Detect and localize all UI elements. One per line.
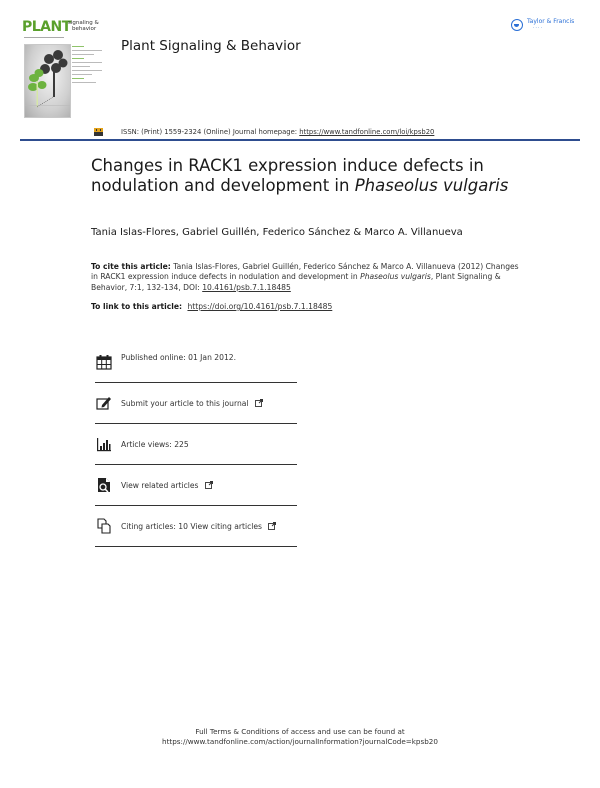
info-citing-articles[interactable] [95, 506, 297, 547]
citing-documents-icon [95, 517, 113, 535]
journal-title: Plant Signaling & Behavior [121, 38, 301, 54]
publisher-sub: · · · · [533, 25, 542, 30]
publisher-badge-icon [94, 121, 103, 129]
article-title-species: Phaseolus vulgaris [354, 176, 509, 195]
article-title [91, 156, 521, 196]
citation-text: Tania Islas-Flores, Gabriel Guillén, Federico Sánchez & Marco A. Villanueva (2012) Changes in RACK1 expression induce defects in nodulation and development in [91, 262, 519, 282]
cover-subtitle [68, 20, 99, 32]
info-published-online [95, 345, 297, 383]
cover-sub-line2: behavior [72, 26, 97, 32]
edit-icon [95, 394, 113, 412]
view-citing-articles-link[interactable]: Citing articles: 10 View citing articles [121, 522, 276, 531]
publisher-name: Taylor & Francis [527, 18, 575, 25]
cover-photo [24, 44, 71, 118]
citation-label: To cite this article: [91, 262, 171, 271]
calendar-icon [95, 353, 113, 371]
view-related-articles-link[interactable]: View related articles [121, 481, 213, 490]
terms-footer-line1: Full Terms & Conditions of access and use can be found at [195, 727, 405, 736]
citation-species: Phaseolus vulgaris [360, 272, 431, 282]
external-link-icon [268, 522, 276, 530]
cover-sub-line1: signaling & [68, 20, 99, 26]
plant-illustration-icon [25, 45, 70, 117]
article-views-text: Article views: 225 [121, 439, 189, 449]
terms-footer [0, 727, 600, 747]
citation-text-2: , Plant Signaling & Behavior, 7:1, 132-134, DOI: [91, 272, 501, 292]
issn-line [121, 128, 434, 136]
article-link-line [91, 302, 332, 311]
doi-link[interactable]: 10.4161/psb.7.1.18485 [202, 282, 291, 292]
search-document-icon [95, 476, 113, 494]
taylor-francis-logo-icon [511, 19, 523, 31]
article-doi-url-link[interactable]: https://doi.org/10.4161/psb.7.1.18485 [187, 302, 333, 311]
cover-meta-line [24, 37, 64, 38]
article-authors: Tania Islas-Flores, Gabriel Guillén, Federico Sánchez & Marco A. Villanueva [91, 227, 463, 238]
external-link-icon [255, 399, 263, 407]
external-link-icon [205, 481, 213, 489]
taylor-francis-logo [511, 17, 574, 33]
terms-footer-url[interactable]: https://www.tandfonline.com/action/journalInformation?journalCode=kpsb20 [162, 737, 438, 746]
issn-text: ISSN: (Print) 1559-2324 (Online) Journal homepage: [121, 128, 298, 136]
info-submit-article[interactable] [95, 383, 297, 424]
citation-block [91, 262, 521, 293]
info-article-views [95, 424, 297, 465]
article-title-text: Changes in RACK1 expression induce defects in nodulation and development in [91, 156, 484, 195]
article-info-list [95, 345, 297, 547]
journal-homepage-link[interactable]: https://www.tandfonline.com/loi/kpsb20 [299, 128, 435, 136]
link-label: To link to this article: [91, 302, 183, 311]
submit-article-link[interactable]: Submit your article to this journal [121, 399, 263, 408]
info-related-articles[interactable] [95, 465, 297, 506]
bar-chart-icon [95, 435, 113, 453]
header-divider [20, 139, 580, 141]
journal-cover [22, 20, 104, 122]
published-online-text: Published online: 01 Jan 2012. [121, 353, 237, 362]
cover-sidetext [72, 46, 102, 86]
cover-plant-word: PLANT [22, 19, 71, 35]
